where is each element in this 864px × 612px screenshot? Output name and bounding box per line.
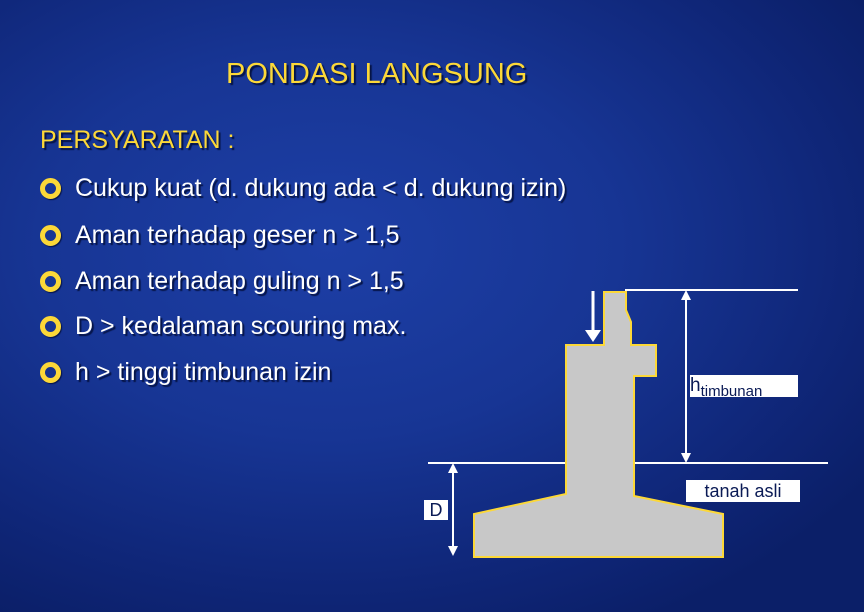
requirements-heading: PERSYARATAN : [40,126,235,154]
depth-dimension-arrow [448,463,458,556]
fill-height-label-sub: timbunan [700,383,763,397]
fill-height-label-main: h [690,375,701,396]
list-item-text: Aman terhadap guling n > 1,5 [75,267,404,295]
list-item-text: Cukup kuat (d. dukung ada < d. dukung izin) [75,174,567,202]
ground-label: tanah asli [686,480,800,502]
list-item-text: h > tinggi timbunan izin [75,358,332,386]
load-arrow-icon [585,291,601,342]
slide-title: PONDASI LANGSUNG [226,58,528,90]
fill-height-label [690,375,798,397]
list-item-text: D > kedalaman scouring max. [75,312,407,340]
depth-label: D [424,500,448,520]
list-item-text: Aman terhadap geser n > 1,5 [75,221,400,249]
